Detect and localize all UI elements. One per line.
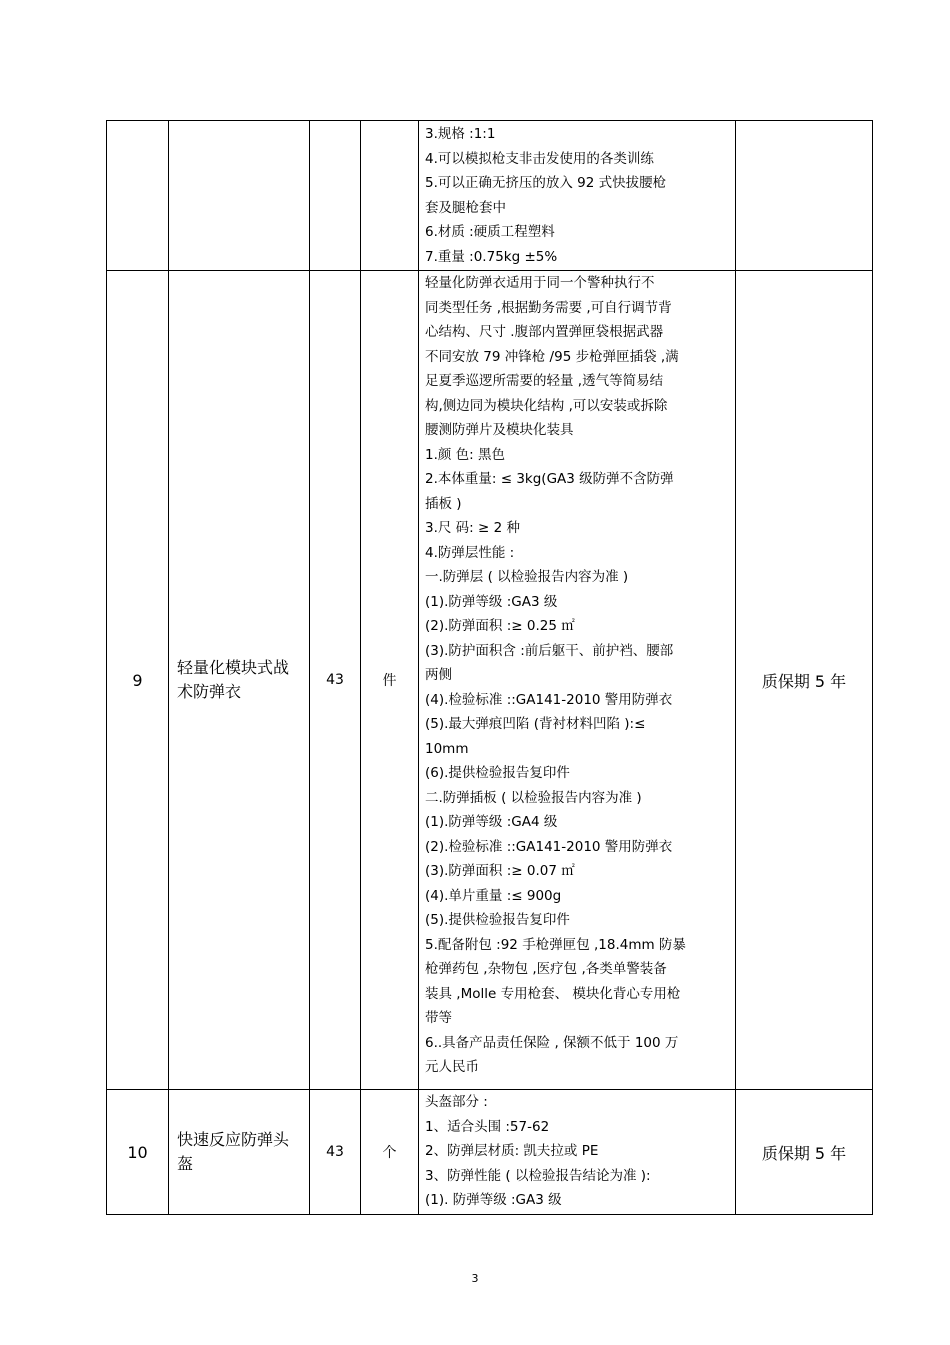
unit-cell (361, 121, 419, 271)
spec-line: 6..具备产品责任保险 , 保额不低于 100 万 (425, 1034, 679, 1051)
spec-line: (3).防护面积含 :前后躯干、前护裆、腰部 (425, 642, 674, 659)
spec-line: 2、防弹层材质: 凯夫拉或 PE (425, 1143, 599, 1159)
spec-line: 7.重量 :0.75kg ±5% (425, 248, 558, 265)
spec-line: (5).最大弹痕凹陷 (背衬材料凹陷 ):≤ (425, 716, 646, 732)
spec-line: 2.本体重量: ≤ 3kg(GA3 级防弹不含防弹 (425, 471, 674, 487)
spec-line: (2).检验标准 ::GA141-2010 警用防弹衣 (425, 838, 673, 855)
item-name-cell: 轻量化模块式战术防弹衣 (169, 271, 310, 1090)
spec-line: 二.防弹插板 ( 以检验报告内容为准 ) (425, 789, 642, 806)
unit-cell: 件 (361, 271, 419, 1090)
quantity-cell: 43 (310, 1090, 361, 1215)
spec-line: (2).防弹面积 :≥ 0.25 ㎡ (425, 618, 575, 634)
spec-line: 腰测防弹片及模块化装具 (425, 422, 574, 438)
spec-line: (1). 防弹等级 :GA3 级 (425, 1192, 562, 1208)
item-name-cell (169, 121, 310, 271)
spec-list (425, 271, 735, 1080)
table-row (107, 1090, 873, 1215)
spec-line: 头盔部分 : (425, 1094, 488, 1110)
spec-line: 4.防弹层性能 : (425, 544, 515, 561)
spec-line: 5.配备附包 :92 手枪弹匣包 ,18.4mm 防暴 (425, 936, 686, 953)
quantity-cell: 43 (310, 271, 361, 1090)
item-number-cell: 9 (107, 271, 169, 1090)
spec-line: 套及腿枪套中 (425, 199, 506, 216)
note-cell: 质保期 5 年 (736, 1090, 873, 1215)
spec-line: 枪弹药包 ,杂物包 ,医疗包 ,各类单警装备 (425, 961, 667, 977)
spec-line: 构,侧边同为模块化结构 ,可以安装或拆除 (425, 397, 668, 414)
spec-line: 4.可以模拟枪支非击发使用的各类训练 (425, 150, 654, 167)
spec-cell (419, 121, 736, 271)
note-cell: 质保期 5 年 (736, 271, 873, 1090)
spec-line: 5.可以正确无挤压的放入 92 式快拔腰枪 (425, 175, 667, 191)
spec-line: 1、适合头围 :57-62 (425, 1118, 550, 1135)
spec-line: 元人民币 (425, 1059, 479, 1075)
spec-line: 装具 ,Molle 专用枪套、 模块化背心专用枪 (425, 985, 681, 1002)
spec-line: (3).防弹面积 :≥ 0.07 ㎡ (425, 863, 575, 879)
item-name-cell: 快速反应防弹头盔 (169, 1090, 310, 1215)
spec-line: (6).提供检验报告复印件 (425, 765, 570, 781)
spec-line: 一.防弹层 ( 以检验报告内容为准 ) (425, 569, 629, 585)
spec-line: (1).防弹等级 :GA3 级 (425, 593, 558, 610)
quantity-cell (310, 121, 361, 271)
item-number-cell (107, 121, 169, 271)
spec-line: (1).防弹等级 :GA4 级 (425, 814, 558, 830)
spec-list (425, 1090, 735, 1213)
spec-line: 插板 ) (425, 495, 462, 512)
item-number-cell: 10 (107, 1090, 169, 1215)
spec-line: 轻量化防弹衣适用于同一个警种执行不 (425, 275, 655, 291)
spec-line: 3.规格 :1:1 (425, 126, 496, 142)
spec-line: 6.材质 :硬质工程塑料 (425, 224, 555, 240)
spec-cell (419, 1090, 736, 1215)
spec-line: 1.颜 色: 黑色 (425, 446, 506, 463)
spec-line: (4).检验标准 ::GA141-2010 警用防弹衣 (425, 691, 673, 708)
unit-cell: 个 (361, 1090, 419, 1215)
note-cell (736, 121, 873, 271)
spec-cell (419, 271, 736, 1090)
table-row (107, 121, 873, 271)
spec-line: 足夏季巡逻所需要的轻量 ,透气等简易结 (425, 373, 664, 389)
spec-list (425, 121, 735, 269)
spec-line: 心结构、尺寸 .腹部内置弹匣袋根据武器 (425, 324, 664, 340)
spec-line: 3.尺 码: ≥ 2 种 (425, 520, 520, 536)
spec-line: (5).提供检验报告复印件 (425, 912, 570, 928)
spec-line: 10mm (425, 740, 469, 757)
equipment-spec-table (106, 120, 873, 1215)
page-number: 3 (471, 1272, 479, 1285)
spec-line: 同类型任务 ,根据勤务需要 ,可自行调节背 (425, 299, 672, 316)
spec-line: (4).单片重量 :≤ 900g (425, 887, 562, 904)
spec-line: 两侧 (425, 667, 452, 683)
table-row (107, 271, 873, 1090)
spec-line: 带等 (425, 1010, 452, 1026)
spec-line: 3、防弹性能 ( 以检验报告结论为准 ): (425, 1167, 651, 1184)
spec-line: 不同安放 79 冲锋枪 /95 步枪弹匣插袋 ,满 (425, 348, 679, 365)
